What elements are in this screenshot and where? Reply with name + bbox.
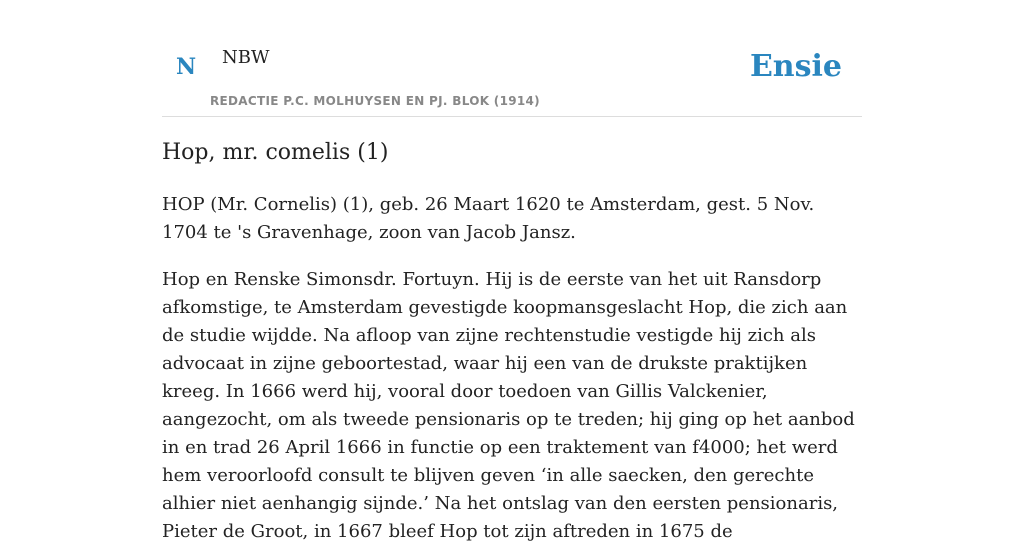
article-title: Hop, mr. comelis (1) (162, 140, 389, 165)
article-paragraph: HOP (Mr. Cornelis) (1), geb. 26 Maart 1620 te Amsterdam, gest. 5 Nov. 1704 te 's Gravenhage, zoon van Jacob Jansz. (162, 193, 815, 243)
source-subtitle: REDACTIE P.C. MOLHUYSEN EN PJ. BLOK (1914) (210, 94, 540, 108)
ensie-logo[interactable]: Ensie (749, 49, 842, 84)
article-paragraph: Hop en Renske Simonsdr. Fortuyn. Hij is de eerste van het uit Ransdorp afkomstige, te Amsterdam gevestigde koopmansgeslacht Hop, die zich aan de studie wijdde. Na afloop van zijne rechtenstudie vestigde hij zich als advocaat in zijne geboortestad, waar hij een van de drukste praktijken kreeg. In 1666 werd hij, vooral door toedoen van Gillis Valckenier, aangezocht, om als tweede pensionaris op te treden; hij ging op het aanbod in en trad 26 April 1666 in functie op een traktement van f4000; het werd hem veroorloofd consult te blijven geven ‘in alle saecken, den gerechte alhier niet aenhangig sijnde.’ Na het ontslag van den eersten pensionaris, Pieter de Groot, in 1667 bleef Hop tot zijn aftreden in 1675 de (162, 268, 855, 542)
article (162, 138, 862, 546)
source-logo-icon[interactable]: N (176, 54, 197, 80)
source-name[interactable]: NBW (222, 47, 270, 68)
site-header (162, 0, 862, 117)
